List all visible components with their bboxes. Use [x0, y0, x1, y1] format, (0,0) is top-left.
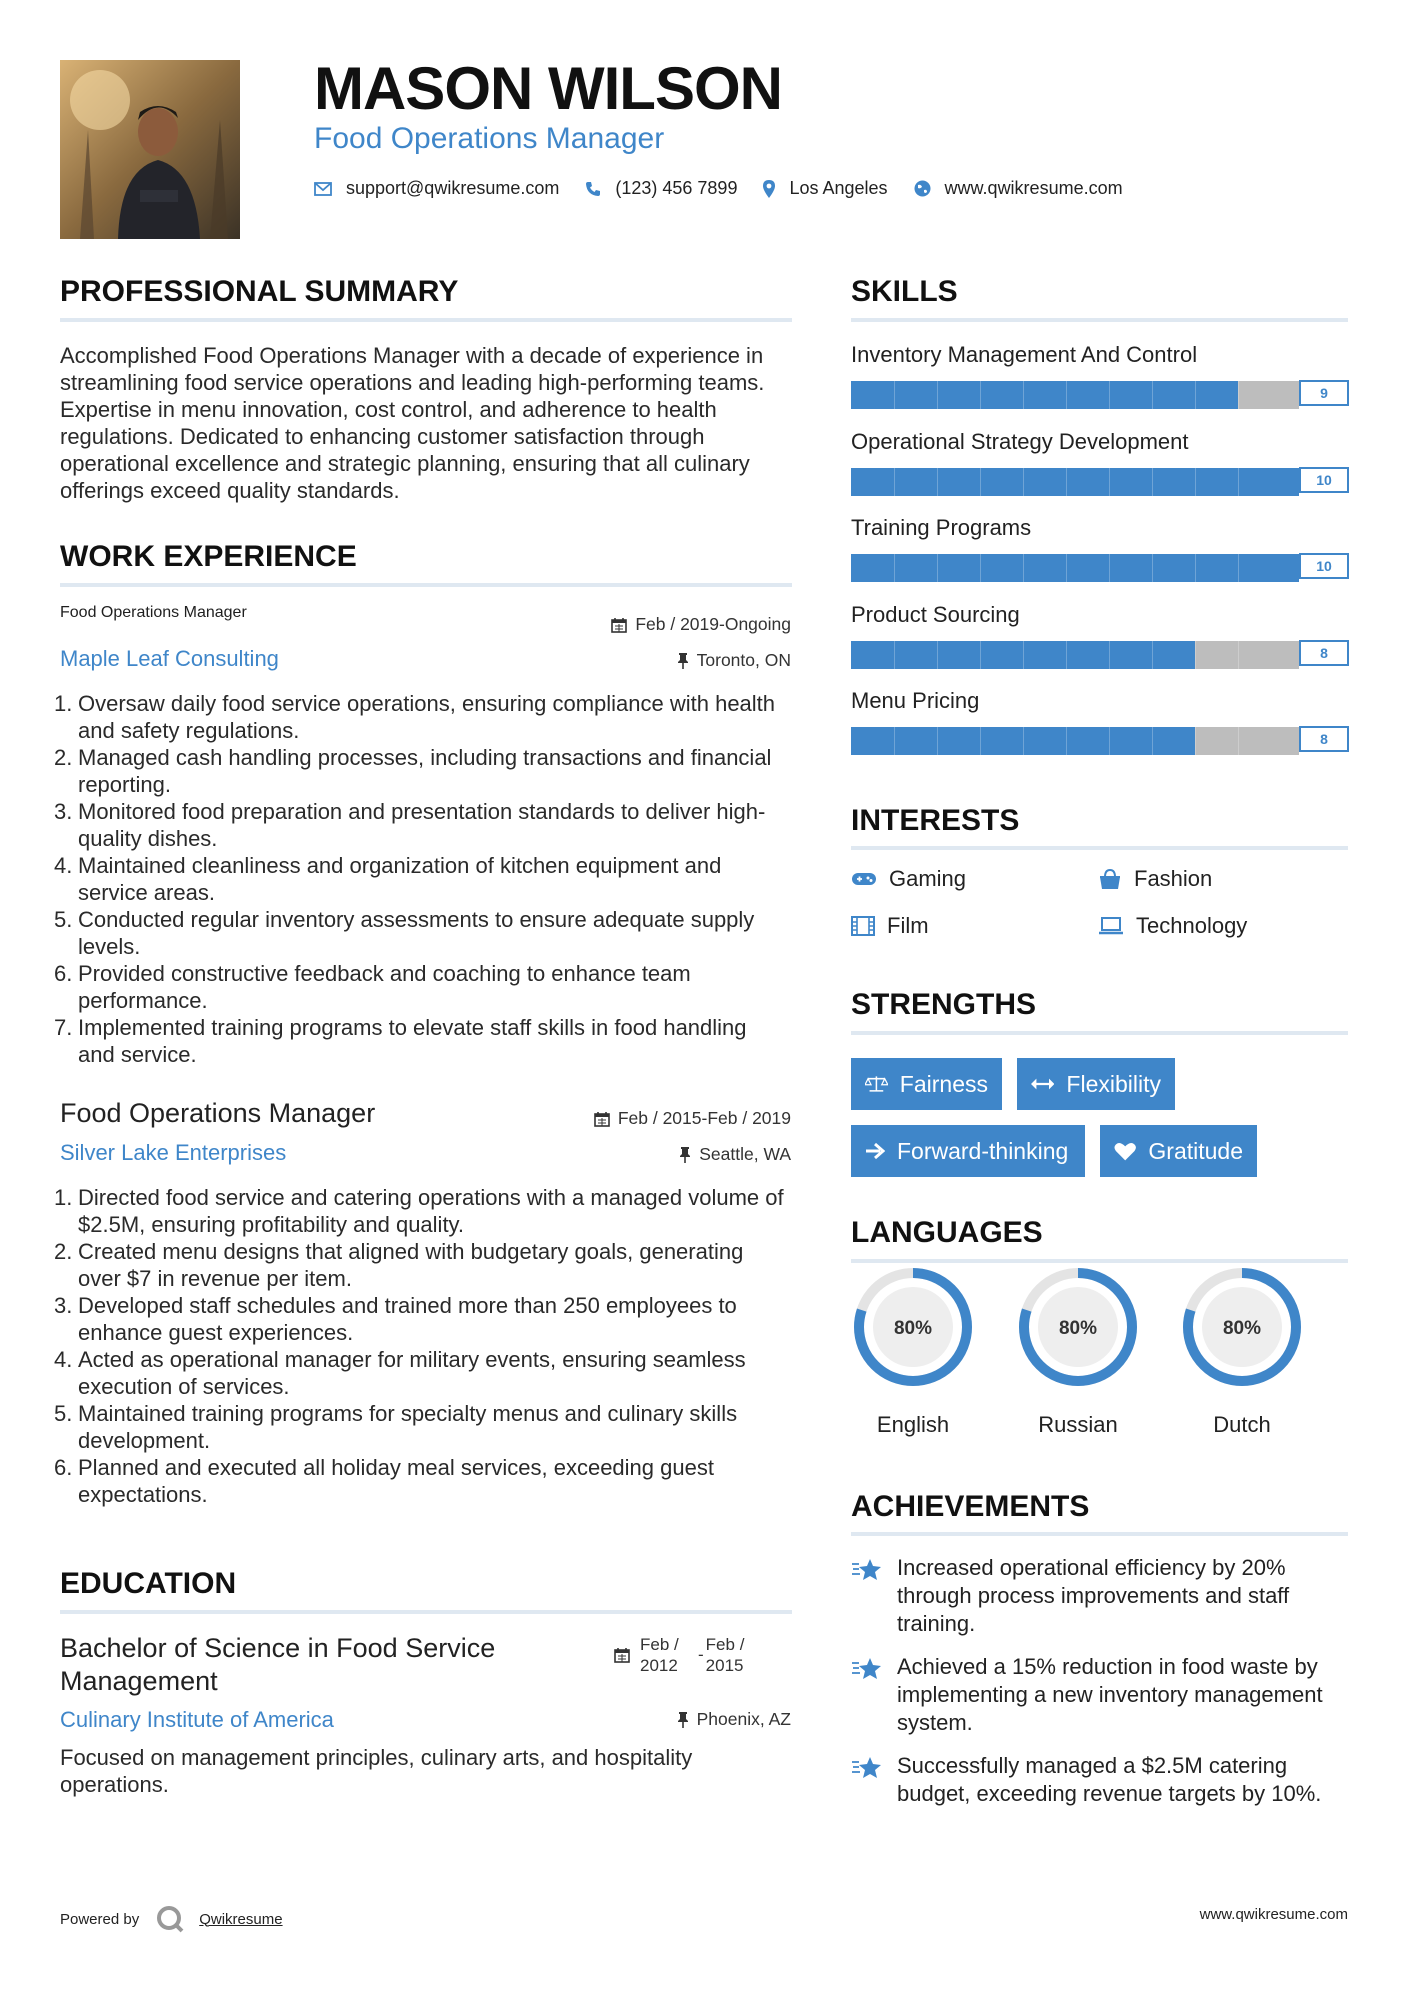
skill-bar-segment [980, 554, 981, 582]
job-dates [594, 1108, 791, 1129]
list-item: 4. Acted as operational manager for military events, ensuring seamless execution of services. [54, 1347, 746, 1399]
strength-tag [851, 1125, 1085, 1177]
interest-label: Fashion [1134, 866, 1213, 891]
profile-photo [60, 60, 240, 239]
pushpin-icon [677, 1712, 689, 1728]
phone-text: (123) 456 7899 [615, 178, 738, 198]
skill-bar-segment [894, 554, 895, 582]
skill-bar-segment [894, 727, 895, 755]
strength-tag [851, 1058, 1002, 1110]
skill-bar-tail [1281, 641, 1299, 669]
job-location-text: Toronto, ON [696, 650, 791, 670]
skill-bar-segment [1195, 641, 1196, 669]
envelope-icon [314, 182, 332, 196]
skill-bar-segment [1195, 381, 1196, 409]
edu-start-month: Feb / [640, 1635, 679, 1654]
powered-by-text: Powered by [60, 1910, 140, 1928]
skill-bar-tail [1281, 727, 1299, 755]
skill-bar-segment [1195, 468, 1196, 496]
job-location [679, 1144, 791, 1165]
contact-email[interactable] [314, 178, 559, 199]
qwikresume-logo-icon [155, 1904, 185, 1934]
job-dates-text: Feb / 2015-Feb / 2019 [617, 1108, 791, 1128]
skill-bar-fill [851, 381, 1238, 409]
list-item: 5. Maintained training programs for specialty menus and culinary skills development. [54, 1401, 738, 1453]
education-location-text: Phoenix, AZ [696, 1709, 791, 1729]
interests-heading: INTERESTS [851, 804, 1020, 837]
location-text: Los Angeles [789, 178, 888, 198]
skill-bar-segment [1023, 381, 1024, 409]
skill-label: Inventory Management And Control [851, 342, 1198, 367]
candidate-title: Food Operations Manager [314, 122, 665, 155]
skill-bar-segment [1238, 641, 1239, 669]
skill-bar-segment [1109, 641, 1110, 669]
skill-bar [851, 641, 1281, 669]
globe-icon [914, 180, 931, 197]
interest-item [851, 866, 966, 892]
balance-scale-icon [865, 1073, 888, 1095]
gamepad-icon [851, 871, 877, 887]
footer-powered-by [60, 1904, 283, 1934]
list-item: 6. Provided constructive feedback and coaching to enhance team performance. [54, 961, 691, 1013]
languages-divider [851, 1259, 1348, 1263]
strength-label: Forward-thinking [897, 1137, 1069, 1164]
skill-bar-tail [1281, 468, 1299, 496]
interest-item [1098, 866, 1212, 892]
edu-start-year: 2012 [640, 1656, 678, 1675]
list-item: 4. Maintained cleanliness and organization of kitchen equipment and service areas. [54, 853, 722, 905]
calendar-icon [611, 617, 627, 633]
skill-label: Product Sourcing [851, 601, 1020, 627]
skill-bar-segment [1109, 554, 1110, 582]
skill-bar-segment [1152, 727, 1153, 755]
brand-link[interactable]: Qwikresume [199, 1910, 283, 1928]
skill-bar [851, 381, 1281, 409]
list-item: 2. Created menu designs that aligned with budgetary goals, generating over $7 in revenue per item. [54, 1239, 744, 1291]
education-dates [614, 1634, 744, 1676]
film-icon [851, 916, 875, 936]
donut-percent-label: 80% [893, 1318, 933, 1339]
skill-level-badge: 8 [1299, 640, 1349, 666]
strength-tag [1100, 1125, 1257, 1177]
list-item: 7. Implemented training programs to elevate staff skills in food handling and service. [54, 1015, 747, 1067]
summary-divider [60, 318, 792, 322]
education-description: Focused on management principles, culinary arts, and hospitality operations. [60, 1745, 693, 1797]
list-item: 3. Monitored food preparation and presentation standards to deliver high-quality dishes. [54, 799, 766, 851]
achievement-item [851, 1653, 1348, 1737]
strength-label: Flexibility [1066, 1070, 1161, 1097]
skill-bar-segment [980, 641, 981, 669]
job-dates [611, 614, 791, 635]
job-location [677, 650, 791, 671]
skill-bar-segment [1066, 727, 1067, 755]
skill-bar-segment [1023, 554, 1024, 582]
language-donut [1016, 1265, 1140, 1389]
skill-bar-segment [937, 468, 938, 496]
achievement-item [851, 1554, 1348, 1638]
language-donut [1180, 1265, 1304, 1389]
skill-bar-segment [980, 727, 981, 755]
achievement-item [851, 1752, 1348, 1808]
skill-level-badge: 9 [1299, 380, 1349, 406]
experience-heading: WORK EXPERIENCE [60, 540, 357, 573]
contact-bar [314, 178, 1149, 199]
skill-label: Training Programs [851, 515, 1032, 540]
skill-bar-segment [937, 641, 938, 669]
skill-bar-segment [1066, 381, 1067, 409]
list-item: 5. Conducted regular inventory assessments to ensure adequate supply levels. [54, 907, 755, 959]
skills-divider [851, 318, 1348, 322]
skill-bar-segment [1023, 727, 1024, 755]
job-title: Food Operations Manager [60, 604, 247, 621]
skill-bar-segment [894, 468, 895, 496]
list-item: 1. Directed food service and catering operations with a managed volume of $2.5M, ensuring profitability and quality. [54, 1185, 784, 1237]
list-item: 1. Oversaw daily food service operations, ensuring compliance with health and safety regulations. [54, 691, 776, 743]
edu-end-year: 2015 [705, 1656, 744, 1675]
skill-level-badge: 10 [1299, 553, 1349, 579]
star-icon [851, 1756, 883, 1780]
interests-divider [851, 846, 1348, 850]
skill-bar-segment [1109, 381, 1110, 409]
skill-bar-segment [1066, 554, 1067, 582]
candidate-name: MASON WILSON [314, 55, 782, 122]
education-heading: EDUCATION [60, 1567, 237, 1600]
skill-bar-segment [1238, 727, 1239, 755]
donut-percent-label: 80% [1058, 1318, 1098, 1339]
skill-bar-segment [1195, 554, 1196, 582]
skill-level-badge: 10 [1299, 467, 1349, 493]
skill-bar-segment [1152, 381, 1153, 409]
skill-label: Menu Pricing [851, 688, 980, 713]
footer-website[interactable]: www.qwikresume.com [1199, 1906, 1348, 1923]
interest-label: Gaming [889, 866, 967, 891]
heart-icon [1114, 1141, 1136, 1162]
education-location [677, 1709, 791, 1730]
skill-bar-segment [894, 641, 895, 669]
skill-bar [851, 468, 1281, 496]
skill-level-badge: 8 [1299, 726, 1349, 752]
language-name: Dutch [1213, 1412, 1271, 1437]
language-donut [851, 1265, 975, 1389]
skill-bar-segment [1109, 727, 1110, 755]
summary-text: Accomplished Food Operations Manager with a decade of experience in streamlining food service operations and leading high-performing teams. Expertise in menu innovation, cost control, and adherence to health regulations. Dedicated to enhancing customer satisfaction through operational excellence and strategic planning, ensuring that all culinary offerings exceed quality standards. [60, 343, 765, 503]
contact-location [763, 178, 887, 199]
skill-bar-segment [937, 554, 938, 582]
skill-bar [851, 554, 1281, 582]
job-company: Maple Leaf Consulting [60, 646, 279, 671]
skill-bar-segment [980, 381, 981, 409]
experience-divider [60, 583, 792, 587]
language-name: Russian [1038, 1412, 1118, 1437]
achievements-heading: ACHIEVEMENTS [851, 1490, 1090, 1523]
achievement-text: Increased operational efficiency by 20% through process improvements and staff training. [897, 1555, 1290, 1636]
skill-label: Operational Strategy Development [851, 428, 1189, 454]
star-icon [851, 1558, 883, 1582]
donut-percent-label: 80% [1222, 1318, 1262, 1339]
skill-bar-segment [1152, 641, 1153, 669]
pushpin-icon [677, 653, 689, 669]
degree-line-1: Bachelor of Science in Food Service [60, 1633, 496, 1663]
arrows-horizontal-icon [1031, 1077, 1054, 1091]
website-text: www.qwikresume.com [944, 178, 1123, 198]
skill-bar-tail [1281, 381, 1299, 409]
job-dates-text: Feb / 2019-Ongoing [635, 614, 791, 634]
list-item: 6. Planned and executed all holiday meal services, exceeding guest expectations. [54, 1455, 714, 1507]
skill-bar-segment [1109, 468, 1110, 496]
calendar-icon [594, 1111, 610, 1127]
shopping-bag-icon [1098, 868, 1122, 890]
skill-bar-segment [1023, 468, 1024, 496]
skill-bar-segment [980, 468, 981, 496]
achievement-text: Successfully managed a $2.5M catering budget, exceeding revenue targets by 10%. [897, 1753, 1322, 1806]
skill-bar-tail [1281, 554, 1299, 582]
language-name: English [876, 1412, 950, 1437]
job-company: Silver Lake Enterprises [60, 1140, 287, 1165]
strengths-divider [851, 1031, 1348, 1035]
skill-bar-segment [1066, 641, 1067, 669]
edu-date-separator: - [698, 1645, 704, 1664]
laptop-icon [1098, 917, 1124, 935]
school-name: Culinary Institute of America [60, 1707, 334, 1732]
skill-bar-segment [1238, 468, 1239, 496]
interest-item [1098, 913, 1247, 939]
strength-tag [1017, 1058, 1175, 1110]
summary-heading: PROFESSIONAL SUMMARY [60, 275, 459, 308]
star-icon [851, 1657, 883, 1681]
skill-bar-segment [1023, 641, 1024, 669]
skill-bar-segment [1066, 468, 1067, 496]
degree-line-2: Management [60, 1666, 218, 1696]
education-divider [60, 1610, 792, 1614]
strength-label: Gratitude [1148, 1137, 1243, 1164]
job-title: Food Operations Manager [60, 1098, 376, 1128]
achievement-text: Achieved a 15% reduction in food waste by implementing a new inventory management system. [897, 1654, 1323, 1735]
skill-bar-segment [937, 727, 938, 755]
arrow-right-icon [865, 1142, 885, 1160]
skill-bar-segment [1238, 381, 1239, 409]
achievements-divider [851, 1532, 1348, 1536]
skill-bar-segment [1152, 468, 1153, 496]
skill-bar [851, 727, 1281, 755]
strength-label: Fairness [899, 1070, 988, 1097]
list-item: 3. Developed staff schedules and trained more than 250 employees to enhance guest experiences. [54, 1293, 737, 1345]
email-text: support@qwikresume.com [346, 178, 560, 198]
skill-bar-segment [1195, 727, 1196, 755]
pushpin-icon [679, 1147, 691, 1163]
contact-website[interactable] [914, 178, 1123, 199]
skill-bar-segment [894, 381, 895, 409]
degree-title [60, 1632, 495, 1698]
strengths-heading: STRENGTHS [851, 988, 1037, 1021]
skill-bar-segment [1238, 554, 1239, 582]
skills-heading: SKILLS [851, 275, 958, 308]
contact-phone[interactable] [585, 178, 737, 199]
job-bullets [54, 1184, 792, 1508]
interest-label: Technology [1136, 913, 1248, 938]
skill-bar-segment [1152, 554, 1153, 582]
calendar-icon [614, 1647, 630, 1663]
list-item: 2. Managed cash handling processes, including transactions and financial reporting. [54, 745, 772, 797]
interest-item [851, 913, 929, 939]
phone-icon [585, 181, 601, 197]
map-pin-icon [763, 180, 775, 198]
job-location-text: Seattle, WA [699, 1144, 791, 1164]
interest-label: Film [887, 913, 929, 938]
languages-heading: LANGUAGES [851, 1216, 1043, 1249]
skill-bar-segment [937, 381, 938, 409]
job-bullets [54, 690, 780, 1068]
edu-end-month: Feb / [705, 1635, 745, 1654]
